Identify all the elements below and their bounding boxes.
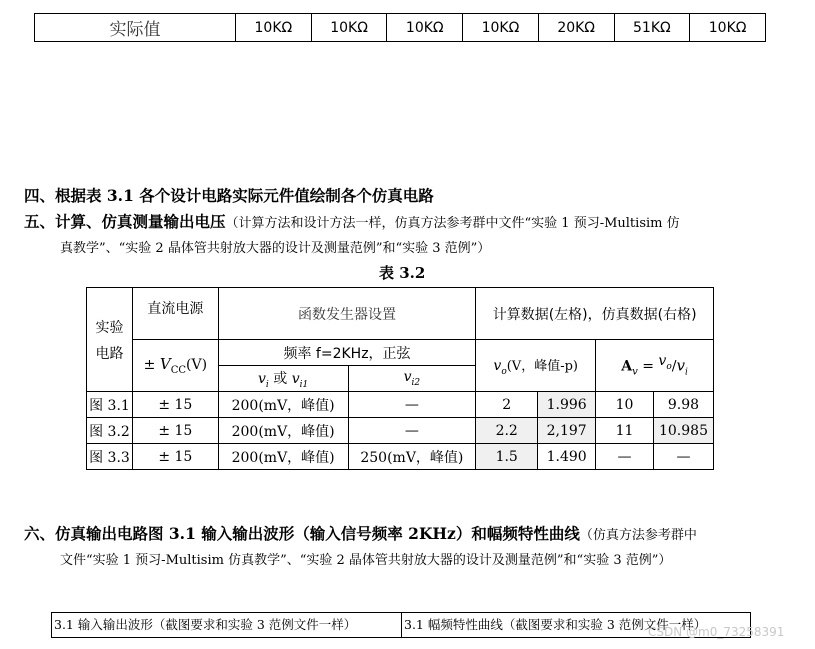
section-4-heading: 四、根据表 3.1 各个设计电路实际元件值绘制各个仿真电路	[24, 186, 434, 205]
table-row	[35, 14, 766, 42]
section-6-note-continued: 文件“实验 1 预习-Multisim 仿真教学”、“实验 2 晶体管共射放大器的设计及测量范例”和“实验 3 范例”）	[60, 553, 672, 568]
row-av-calc: —	[596, 444, 654, 470]
header-vcc: ± $V_{CC}(V)$	[132, 340, 218, 392]
header-vo: $v_o(V$，峰值-p)	[476, 340, 596, 392]
table-3-2	[86, 287, 714, 470]
section-5-heading	[24, 210, 680, 232]
table-cell: 10KΩ	[463, 14, 539, 42]
table-caption: 表 3.2	[379, 264, 426, 282]
table-row	[87, 444, 714, 470]
header-frequency: 频率 f=2KHz，正弦	[218, 340, 476, 366]
row-vo-calc: 2	[476, 392, 538, 418]
actual-values-table	[34, 13, 766, 42]
row-vi1: 200(mV，峰值)	[218, 392, 348, 418]
row-av-sim: —	[653, 444, 713, 470]
section-5-note: （计算方法和设计方法一样，仿真方法参考群中文件“实验 1 预习-Multisim 仿	[225, 216, 680, 231]
row-vo-sim: 1.490	[538, 444, 596, 470]
row-figure: 图 3.3	[87, 444, 133, 470]
row-vo-calc: 2.2	[476, 418, 538, 444]
table-header-row	[87, 288, 714, 340]
table-header-row	[87, 340, 714, 366]
row-figure: 图 3.2	[87, 418, 133, 444]
table-cell: 10KΩ	[387, 14, 463, 42]
row-vo-sim: 2,197	[538, 418, 596, 444]
header-circuit-line1: 实验	[95, 319, 124, 336]
header-function-generator: 函数发生器设置	[218, 288, 476, 340]
row-vi2: —	[348, 392, 476, 418]
row-vcc: ± 15	[132, 418, 218, 444]
row-vi2: —	[348, 418, 476, 444]
table-cell: 10KΩ	[236, 14, 312, 42]
row-av-calc: 10	[596, 392, 654, 418]
table-cell: 10KΩ	[690, 14, 766, 42]
table-row	[87, 418, 714, 444]
section-6-note: （仿真方法参考群中	[579, 528, 697, 543]
section-5-note-continued: 真教学”、“实验 2 晶体管共射放大器的设计及测量范例”和“实验 3 范例”）	[60, 241, 491, 256]
frequency-response-box: 3.1 幅频特性曲线（截图要求和实验 3 范例文件一样）	[401, 612, 751, 638]
header-circuit	[87, 288, 133, 392]
row-vcc: ± 15	[132, 444, 218, 470]
section-6-heading	[24, 522, 697, 544]
table-header-cell: 实际值	[35, 14, 236, 42]
row-vi2: 250(mV，峰值)	[348, 444, 476, 470]
row-vo-calc: 1.5	[476, 444, 538, 470]
header-dc-supply: 直流电源	[132, 288, 218, 340]
table-cell: 20KΩ	[538, 14, 614, 42]
header-av: $A_v = ^{v_o}/v_i$	[596, 340, 714, 392]
table-row	[87, 392, 714, 418]
row-vi1: 200(mV，峰值)	[218, 444, 348, 470]
row-vi1: 200(mV，峰值)	[218, 418, 348, 444]
section-5-title: 五、计算、仿真测量输出电压	[24, 212, 226, 231]
table-cell: 10KΩ	[311, 14, 387, 42]
table-cell: 51KΩ	[614, 14, 690, 42]
header-vi2: $v_{i2}$	[348, 366, 476, 392]
row-av-calc: 11	[596, 418, 654, 444]
row-vo-sim: 1.996	[538, 392, 596, 418]
header-vi1: $v_i$ 或 $v_{i1}$	[218, 366, 348, 392]
section-6-title: 六、仿真输出电路图 3.1 输入输出波形（输入信号频率 2KHz）和幅频特性曲线	[24, 524, 580, 543]
waveform-box: 3.1 输入输出波形（截图要求和实验 3 范例文件一样）	[51, 612, 402, 638]
watermark: CSDN @m0_73258391	[648, 625, 785, 639]
row-figure: 图 3.1	[87, 392, 133, 418]
row-av-sim: 9.98	[653, 392, 713, 418]
row-av-sim: 10.985	[653, 418, 713, 444]
header-calc-sim: 计算数据(左格)，仿真数据(右格)	[476, 288, 714, 340]
row-vcc: ± 15	[132, 392, 218, 418]
header-circuit-line2: 电路	[95, 345, 124, 362]
